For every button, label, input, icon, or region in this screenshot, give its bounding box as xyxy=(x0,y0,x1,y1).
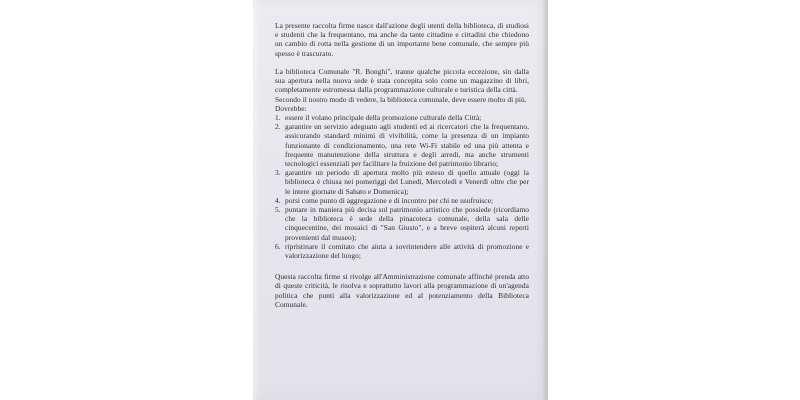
petition-sheet xyxy=(253,0,548,400)
list-item: 2. garantire un servizio adeguato agli studenti ed ai ricercatori che la frequentano, assicurando standard minimi di vivibilità, come la presenza di un impianto funzionante di condizionamento, una rete Wi-Fi stabile ed una più attenta e frequente manutenzione della struttura e degli arredi, ma anche strumenti tecnologici essenziali per facilitare la fruizione del patrimonio librario; xyxy=(275,122,529,169)
list-item: 4. porsi come punto di aggregazione e di incontro per chi ne usufruisce; xyxy=(275,195,494,205)
list-item: 1. essere il volano principale della promozione culturale della Città; xyxy=(275,113,482,123)
intro-paragraph: La presente raccolta firme nasce dall'azione degli utenti della biblioteca, di studiosi e studenti che la frequentano, ma anche da tante cittadine e cittadini che chiedono un cambio di rotta nella gestione di un importante bene comunale, che sempre più spesso è trascurato. xyxy=(275,21,529,58)
closing-paragraph: Questa raccolta firme si rivolge all'Amministrazione comunale affinché prenda atto di queste criticità, le risolva e soprattutto lavori alla programmazione di un'agenda politica che punti alla valorizzazione ed al potenziamento della Biblioteca Comunale. xyxy=(275,272,529,309)
dovrebbe-heading: Dovrebbe: xyxy=(275,103,307,113)
list-item: 6. ripristinare il comitato che aiuta a sovrintendere alle attività di promozione e valorizzazione del luogo; xyxy=(275,241,529,261)
list-item: 5. puntare in maniera più decisa sul patrimonio artistico che possiede (ricordiamo che la biblioteca è sede della pinacoteca comunale, della sala delle cinquecentine, dei mosaici di "San Giusto", e a breve ospiterà alcuni reperti provenienti dal museo); xyxy=(275,205,529,242)
list-item: 3. garantire un periodo di apertura molto più esteso di quello attuale (oggi la biblioteca è chiusa nei pomeriggi del Lunedì, Mercoledì e Venerdì oltre che per le intere giornate di Sabato e Domenica); xyxy=(275,168,529,196)
petition-text xyxy=(275,21,529,309)
paper-edge-shadow xyxy=(542,0,548,400)
opinion-paragraph: Secondo il nostro modo di vedere, la biblioteca comunale, deve essere molto di più. xyxy=(275,94,527,104)
library-paragraph: La biblioteca Comunale "R. Bonghi", tranne qualche piccola eccezione, sin dalla sua apertura nella nuova sede è stata concepita solo come un magazzino di libri, completamente estromessa dalla programmazione culturale e turistica della città. xyxy=(275,67,529,95)
demands-list xyxy=(275,113,529,260)
